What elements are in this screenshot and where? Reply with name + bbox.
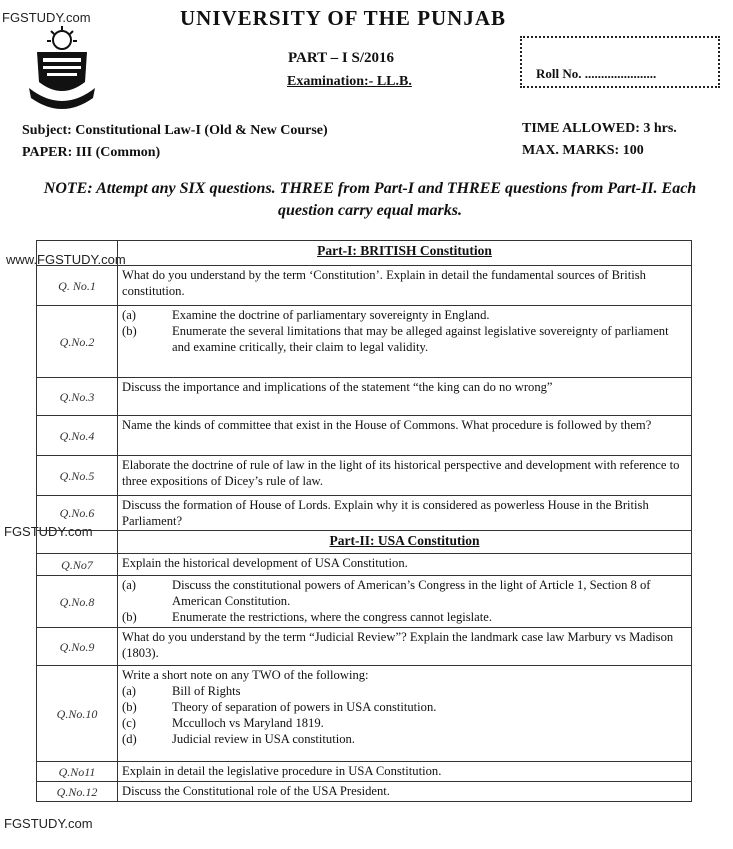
question-number: Q.No.6 [37,496,118,531]
question-row [37,554,692,576]
part1-heading: Part-I: BRITISH Constitution [317,243,492,258]
question-number: Q.No7 [37,554,118,576]
questions-table [36,240,692,802]
question-text: What do you understand by the term “Judicial Review”? Explain the landmark case law Marbury vs Madison (1803). [118,628,692,666]
subject-label: Subject: Constitutional Law-I (Old & New Course) [22,123,328,138]
part2-heading: Part-II: USA Constitution [329,533,480,548]
sub-label: (c) [122,716,136,730]
university-logo [27,24,97,110]
question-number: Q.No.4 [37,416,118,456]
question-number: Q.No.5 [37,456,118,496]
question-text: Explain in detail the legislative procedure in USA Constitution. [118,762,692,782]
sub-question-text: Enumerate the restrictions, where the congress cannot legislate. [172,610,492,624]
watermark: FGSTUDY.com [4,816,93,831]
part-heading-row [37,241,692,266]
sub-label: (a) [122,308,136,322]
question-text: Elaborate the doctrine of rule of law in the light of its historical perspective and development with reference to three expositions of Dicey’s rule of law. [118,456,692,496]
part-heading-row [37,531,692,554]
question-row [37,378,692,416]
watermark: FGSTUDY.com [2,10,91,25]
paper-label: PAPER: III (Common) [22,145,161,160]
sub-question-text: Judicial review in USA constitution. [172,732,355,746]
sub-question-text: Examine the doctrine of parliamentary sovereignty in England. [172,308,490,322]
question-row [37,628,692,666]
question-text: Discuss the importance and implications of the statement “the king can do no wrong” [118,378,692,416]
question-number: Q.No.3 [37,378,118,416]
question-row [37,496,692,531]
question-text: Discuss the formation of House of Lords. Explain why it is considered as powerless House in the British Parliament? [118,496,692,531]
sub-question-text: Theory of separation of powers in USA constitution. [172,700,437,714]
question-number: Q.No.2 [37,306,118,378]
sub-question-text: Bill of Rights [172,684,241,698]
question-text: Explain the historical development of USA Constitution. [118,554,692,576]
question-number: Q.No.8 [37,576,118,628]
roll-number-label: Roll No. ...................... [536,66,657,81]
question-text: Name the kinds of committee that exist in the House of Commons. What procedure is followed by them? [118,416,692,456]
sub-label: (b) [122,700,137,714]
part-label: PART – I S/2016 [288,50,395,66]
question-number: Q. No.1 [37,266,118,306]
examination-label: Examination:- LL.B. [287,74,412,89]
question-number: Q.No11 [37,762,118,782]
sub-label: (a) [122,684,136,698]
instructions-note: NOTE: Attempt any SIX questions. THREE from Part-I and THREE questions from Part-II. Each question carry equal marks. [43,180,697,219]
sub-question-text: Discuss the constitutional powers of American’s Congress in the light of Article 1, Section 8 of American Constitution. [172,578,651,608]
question-row [37,666,692,762]
sub-label: (b) [122,324,137,338]
sub-label: (a) [122,578,136,592]
watermark: FGSTUDY.com [4,524,93,539]
sub-label: (d) [122,732,137,746]
watermark: www.FGSTUDY.com [6,252,126,267]
question-row [37,416,692,456]
sub-question-text: Mcculloch vs Maryland 1819. [172,716,324,730]
question-row [37,782,692,802]
university-title: UNIVERSITY OF THE PUNJAB [180,6,507,30]
question-row [37,266,692,306]
question-number: Q.No.9 [37,628,118,666]
question-text: What do you understand by the term ‘Constitution’. Explain in detail the fundamental sources of British constitution. [118,266,692,306]
question-number: Q.No.12 [37,782,118,802]
roll-number-box [520,36,720,88]
question-row [37,576,692,628]
question-text: Discuss the Constitutional role of the USA President. [118,782,692,802]
sub-question-text: Enumerate the several limitations that may be alleged against legislative sovereignty of parliament and examine critically, their claim to legal validity. [172,324,669,354]
question-row [37,306,692,378]
time-allowed: TIME ALLOWED: 3 hrs. [522,121,677,136]
question-row [37,456,692,496]
question-text: Write a short note on any TWO of the following: [122,668,369,682]
max-marks: MAX. MARKS: 100 [522,143,644,158]
question-number: Q.No.10 [37,666,118,762]
question-row [37,762,692,782]
sub-label: (b) [122,610,137,624]
